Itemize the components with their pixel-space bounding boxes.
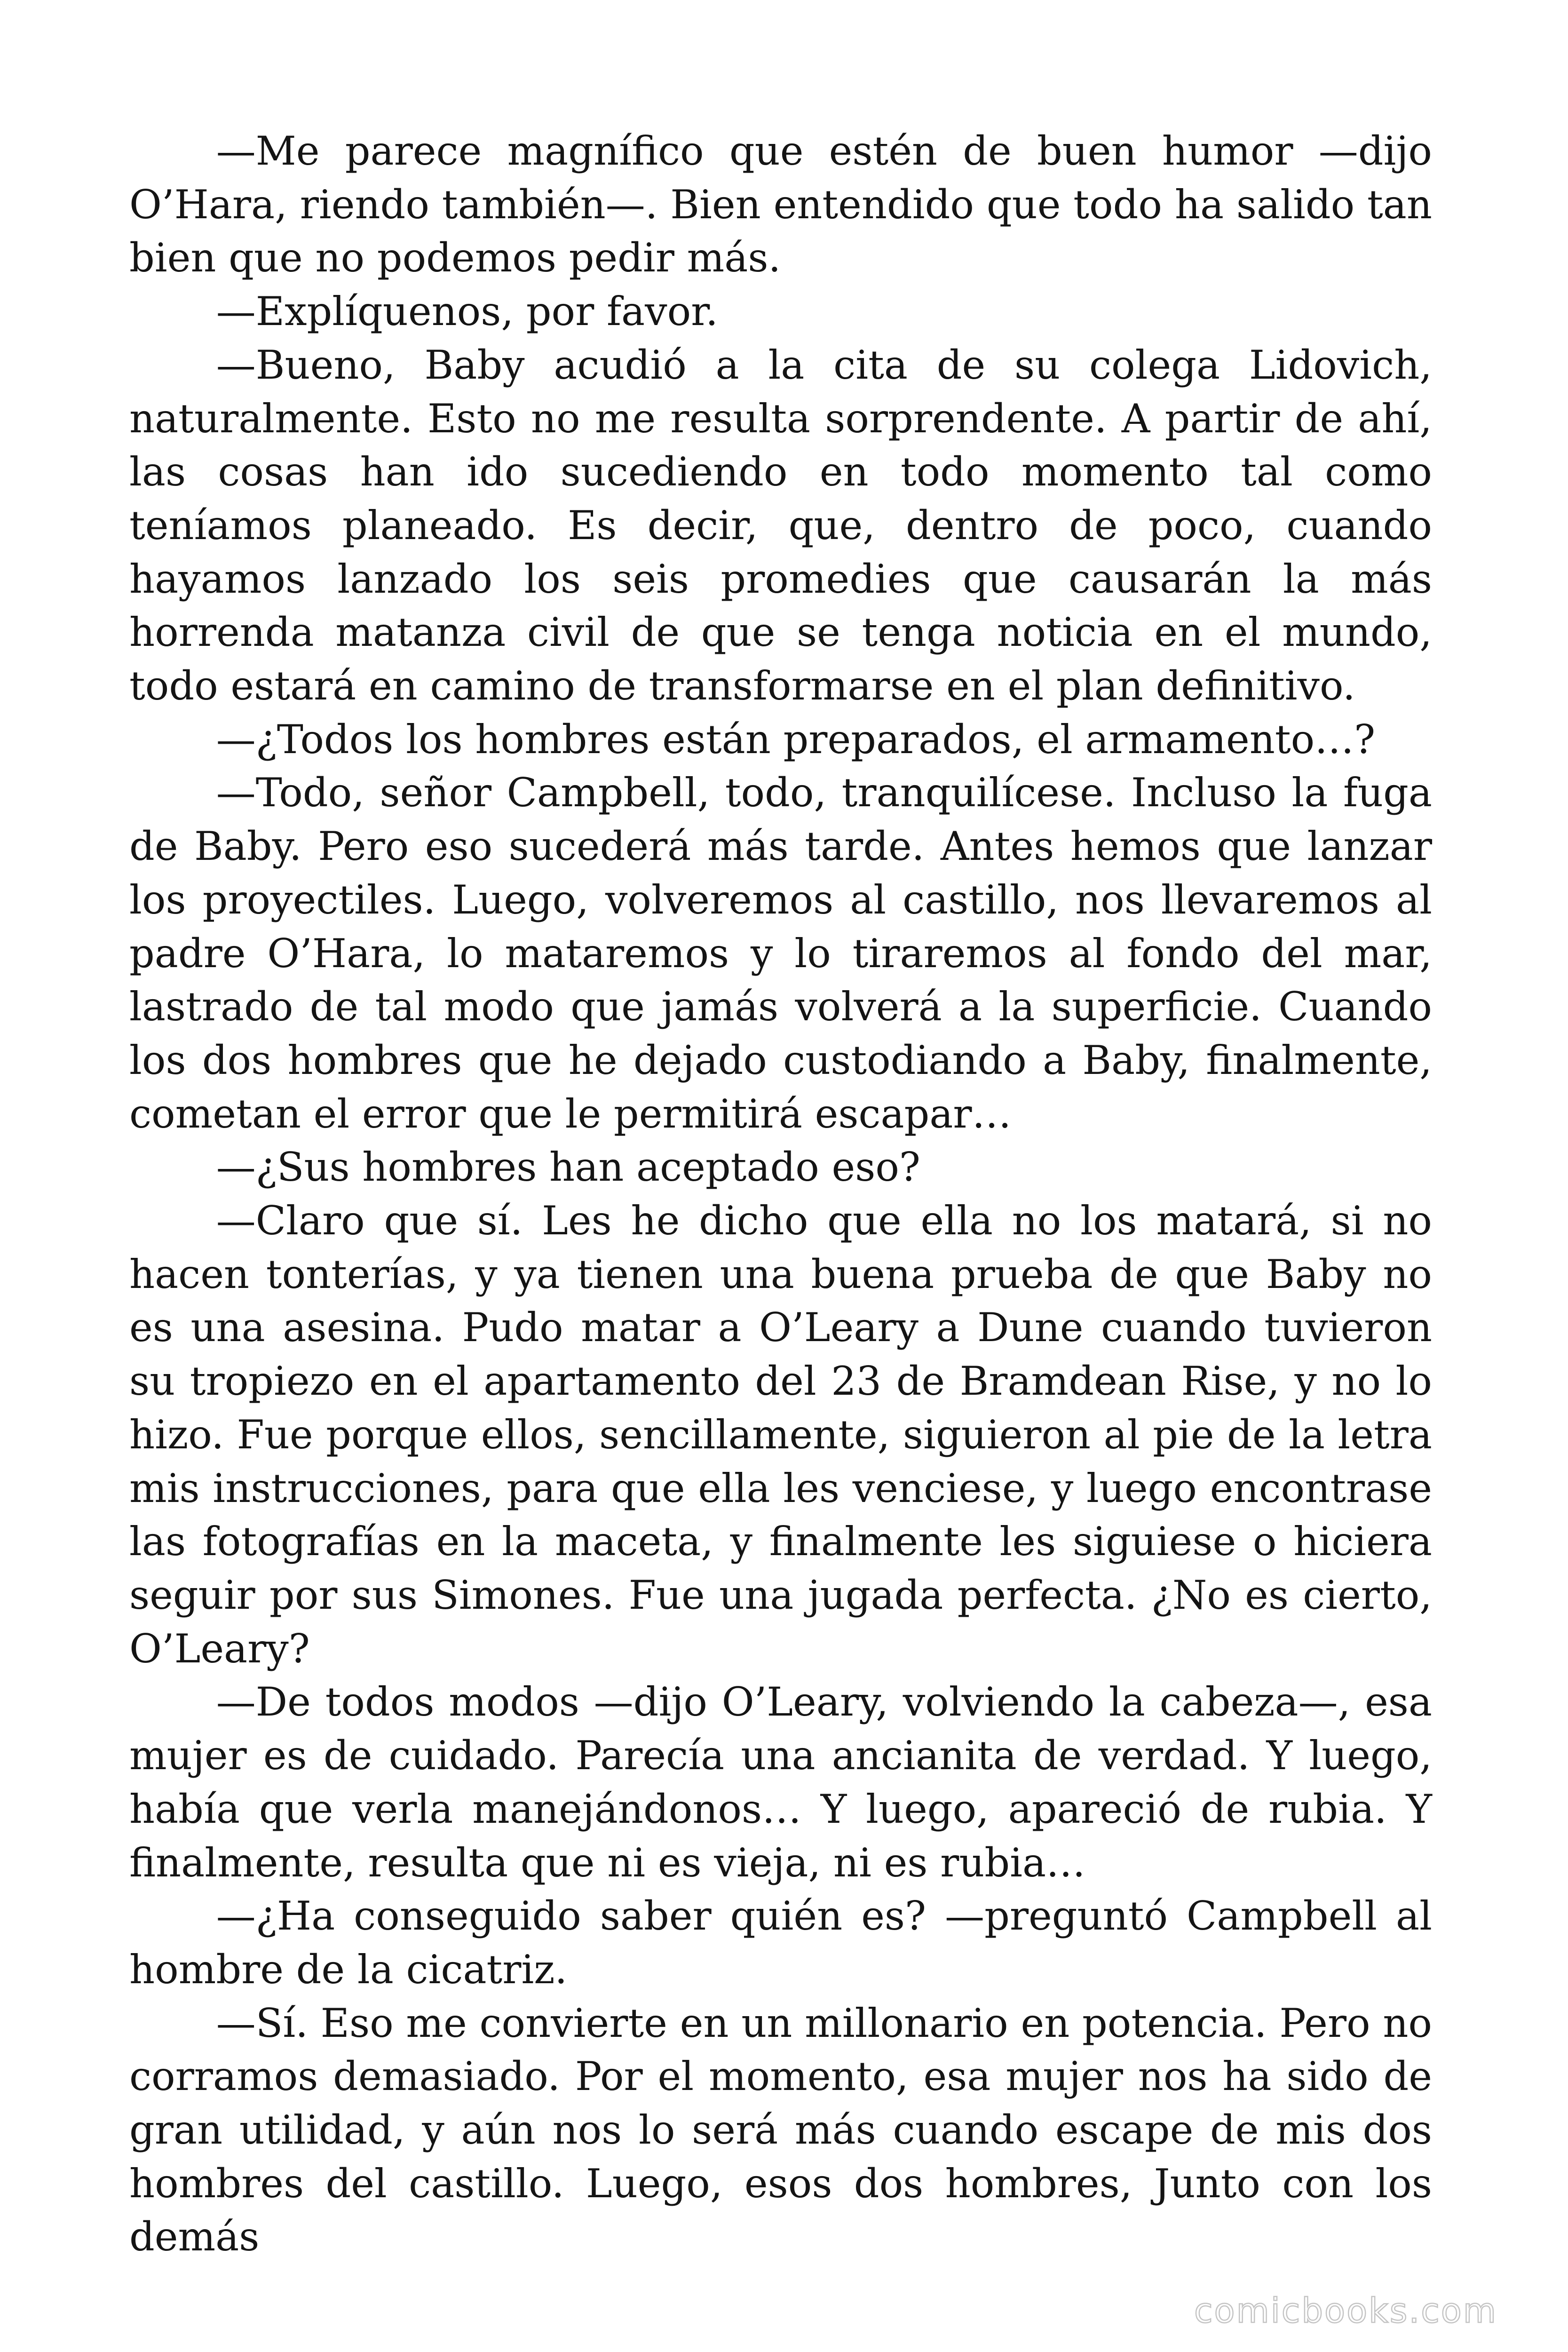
paragraph: —¿Sus hombres han aceptado eso? (216, 1144, 920, 1191)
paragraph: —Bueno, Baby acudió a la cita de su colega Lidovich, naturalmente. Esto no me resulta sorprendente. A partir de ahí, las cosas han ido sucediendo en todo momento tal como teníamos planeado. Es decir, que, dentro de poco, cuando hayamos lanzado los seis promedies que causarán la más horrenda matanza civil de que se tenga noticia en el mundo, todo estará en camino de transformarse en el plan definitivo. (129, 342, 1432, 709)
body-text (129, 125, 1432, 2264)
paragraph: —Sí. Eso me convierte en un millonario en potencia. Pero no corramos demasiado. Por el momento, esa mujer nos ha sido de gran utilidad, y aún nos lo será más cuando escape de mis dos hombres del castillo. Luego, esos dos hombres, Junto con los demás (129, 2000, 1432, 2260)
paragraph: —Claro que sí. Les he dicho que ella no los matará, si no hacen tonterías, y ya tienen una buena prueba de que Baby no es una asesina. Pudo matar a O’Leary a Dune cuando tuvieron su tropiezo en el apartamento del 23 de Bramdean Rise, y no lo hizo. Fue porque ellos, sencillamente, siguieron al pie de la letra mis instrucciones, para que ella les venciese, y luego encontrase las fotografías en la maceta, y finalmente les siguiese o hiciera seguir por sus Simones. Fue una jugada perfecta. ¿No es cierto, O’Leary? (129, 1198, 1432, 1672)
paragraph: —¿Ha conseguido saber quién es? —preguntó Campbell al hombre de la cicatriz. (129, 1893, 1432, 1993)
paragraph: —¿Todos los hombres están preparados, el armamento…? (216, 716, 1376, 763)
watermark: comicbooks.com (1194, 2291, 1497, 2330)
paragraph: —Me parece magnífico que estén de buen humor —dijo O’Hara, riendo también—. Bien entendido que todo ha salido tan bien que no podemos pedir más. (129, 128, 1432, 281)
paragraph: —Explíquenos, por favor. (216, 288, 718, 335)
paragraph: —Todo, señor Campbell, todo, tranquilícese. Incluso la fuga de Baby. Pero eso sucederá más tarde. Antes hemos que lanzar los proyectiles. Luego, volveremos al castillo, nos llevaremos al padre O’Hara, lo mataremos y lo tiraremos al fondo del mar, lastrado de tal modo que jamás volverá a la superficie. Cuando los dos hombres que he dejado custodiando a Baby, finalmente, cometan el error que le permitirá escapar… (129, 770, 1432, 1137)
paragraph: —De todos modos —dijo O’Leary, volviendo la cabeza—, esa mujer es de cuidado. Parecía una ancianita de verdad. Y luego, había que verla manejándonos… Y luego, apareció de rubia. Y finalmente, resulta que ni es vieja, ni es rubia… (129, 1679, 1432, 1886)
